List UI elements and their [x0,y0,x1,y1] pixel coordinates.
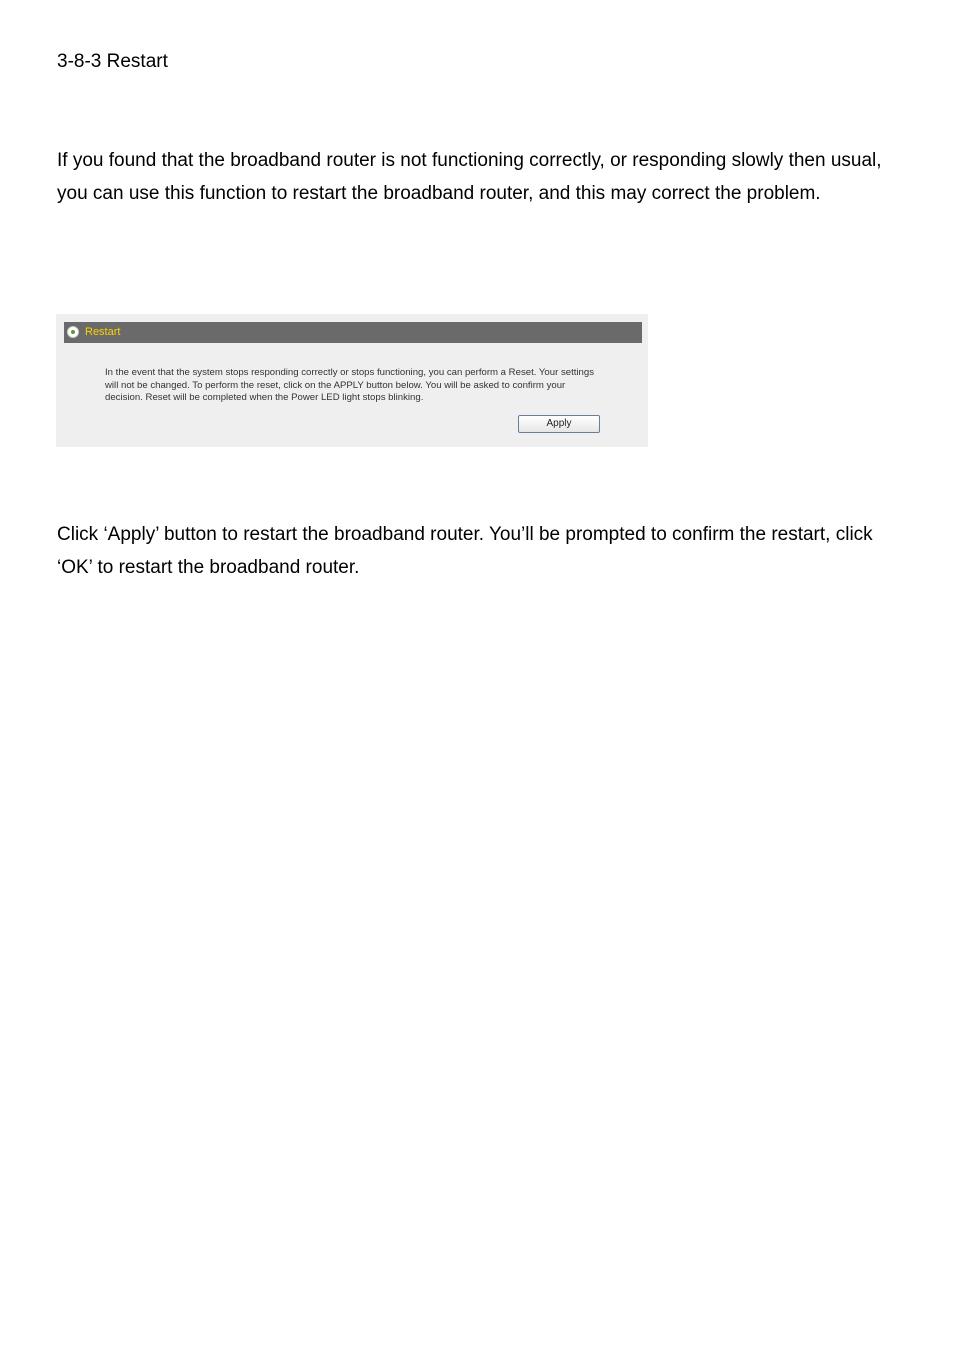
panel-header [64,322,642,343]
section-heading: 3-8-3 Restart [57,51,168,72]
panel-title: Restart [85,326,121,338]
apply-button[interactable]: Apply [518,415,600,433]
radio-bullet-icon [67,326,79,338]
intro-paragraph: If you found that the broadband router is not functioning correctly, or responding slowly then usual, you can use this function to restart the broadband router, and this may correct the problem. [57,150,882,204]
panel-description: In the event that the system stops responding correctly or stops functioning, you can perform a Reset. Your settings will not be changed. To perform the reset, click on the APPLY button below. You will be asked to confirm your decision. Reset will be completed when the Power LED light stops blinking. [105,367,595,403]
restart-panel-screenshot [56,314,648,447]
outro-paragraph: Click ‘Apply’ button to restart the broadband router. You’ll be prompted to confirm the restart, click ‘OK’ to restart the broadband router. [57,524,873,578]
